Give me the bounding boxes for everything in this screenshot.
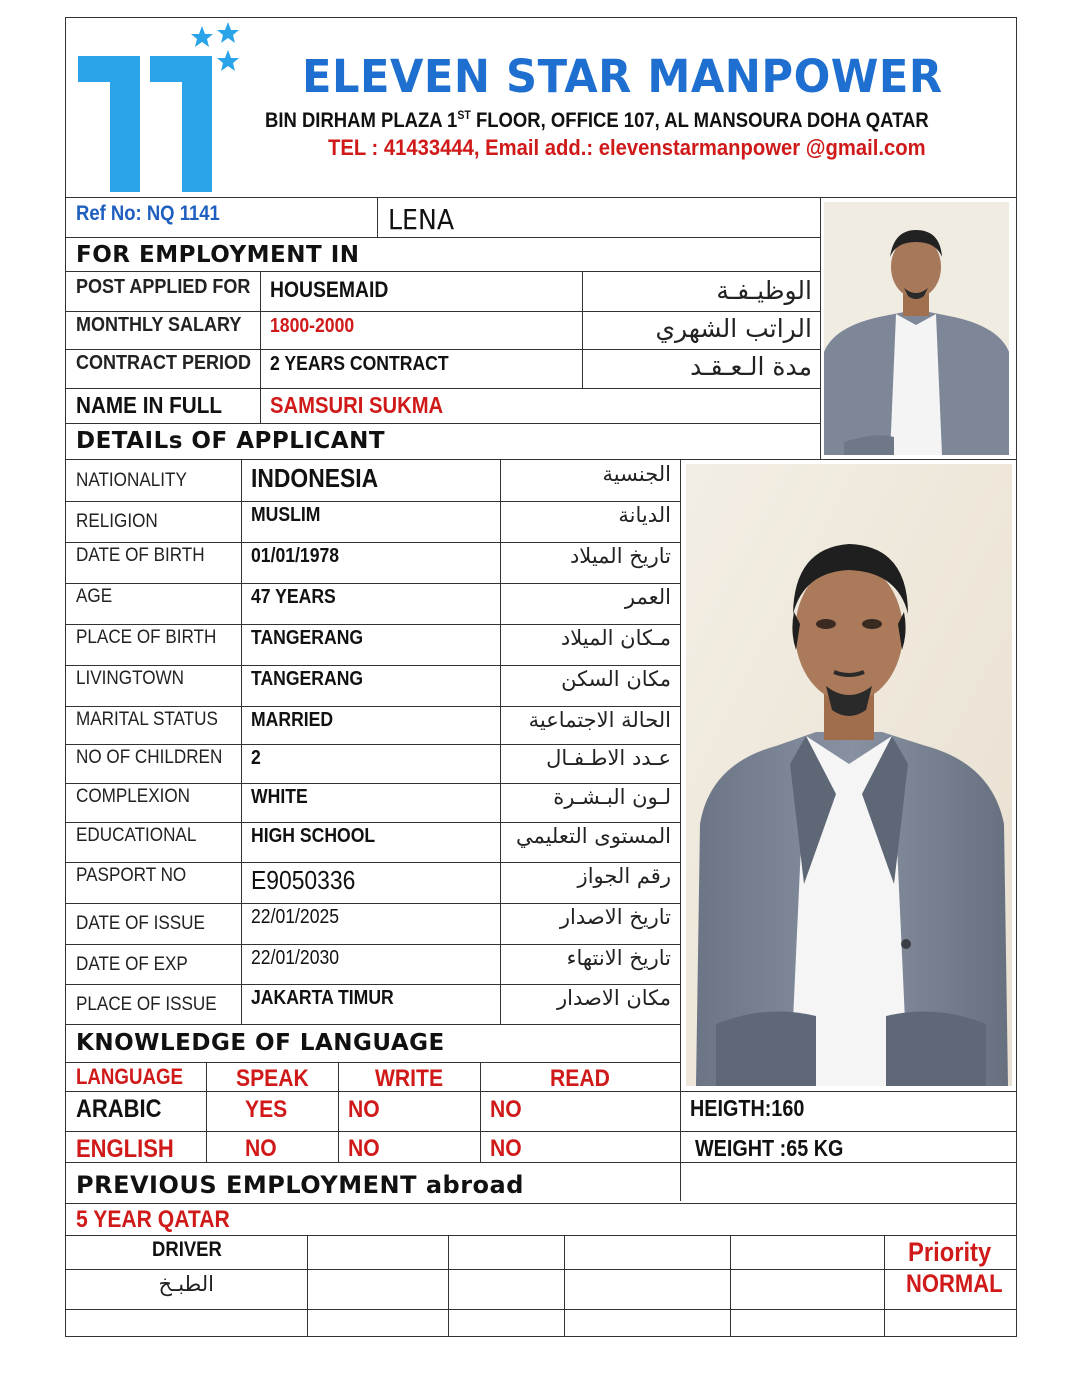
language-heading: KNOWLEDGE OF LANGUAGE bbox=[76, 1030, 445, 1056]
previous-skill: DRIVER bbox=[152, 1238, 222, 1261]
details-arabic: الديانة bbox=[618, 503, 671, 527]
rule bbox=[65, 237, 820, 238]
rule bbox=[1016, 198, 1017, 460]
previous-summary: 5 YEAR QATAR bbox=[76, 1206, 230, 1233]
rule bbox=[241, 460, 242, 1024]
rule bbox=[377, 198, 378, 237]
rule bbox=[65, 501, 680, 502]
language-read: NO bbox=[490, 1135, 522, 1162]
rule bbox=[65, 1162, 1017, 1163]
language-speak: YES bbox=[245, 1096, 288, 1123]
language-name: ENGLISH bbox=[76, 1135, 174, 1163]
details-value: MARRIED bbox=[251, 709, 334, 731]
details-value: TANGERANG bbox=[251, 668, 364, 690]
applicant-photo-small bbox=[824, 202, 1009, 455]
rule bbox=[65, 862, 680, 863]
rule bbox=[65, 1309, 1017, 1310]
read-header: READ bbox=[550, 1065, 610, 1092]
rule bbox=[65, 583, 680, 584]
details-label: DATE OF ISSUE bbox=[76, 913, 205, 934]
details-arabic: مـكان الميلاد bbox=[560, 626, 671, 650]
details-label: PLACE OF BIRTH bbox=[76, 627, 217, 648]
speak-header: SPEAK bbox=[236, 1065, 309, 1092]
height-value: HEIGTH:160 bbox=[690, 1095, 805, 1121]
address-part: FLOOR, OFFICE 107, AL MANSOURA DOHA QATAR bbox=[470, 109, 929, 132]
details-arabic: تاريخ الانتهاء bbox=[566, 946, 671, 970]
employment-heading: FOR EMPLOYMENT IN bbox=[76, 242, 360, 268]
rule bbox=[65, 624, 680, 625]
rule bbox=[65, 423, 820, 424]
rule bbox=[65, 542, 680, 543]
language-header: LANGUAGE bbox=[76, 1064, 184, 1089]
details-arabic: تاريخ الاصدار bbox=[559, 905, 671, 929]
priority-label: Priority bbox=[908, 1237, 992, 1267]
post-applied-value: HOUSEMAID bbox=[270, 277, 389, 302]
rule bbox=[307, 1236, 308, 1336]
employment-arabic: مدة الـعـقـد bbox=[690, 352, 812, 381]
employment-arabic: الوظيـفـة bbox=[716, 276, 812, 305]
contract-period-value: 2 YEARS CONTRACT bbox=[270, 353, 449, 375]
details-label: PASPORT NO bbox=[76, 865, 187, 886]
details-value: 01/01/1978 bbox=[251, 545, 340, 567]
language-speak: NO bbox=[245, 1135, 277, 1162]
details-label: DATE OF EXP bbox=[76, 954, 188, 975]
rule bbox=[338, 1063, 339, 1162]
employment-label: POST APPLIED FOR bbox=[76, 276, 251, 298]
rule bbox=[65, 1235, 1017, 1236]
details-label: NATIONALITY bbox=[76, 470, 187, 491]
rule bbox=[65, 459, 1017, 460]
rule bbox=[500, 460, 501, 1024]
details-value: WHITE bbox=[251, 786, 308, 808]
details-label: MARITAL STATUS bbox=[76, 709, 218, 730]
employment-arabic: الراتب الشهري bbox=[655, 314, 812, 343]
rule bbox=[582, 272, 583, 389]
ref-number: Ref No: NQ 1141 bbox=[76, 202, 220, 225]
language-write: NO bbox=[348, 1135, 380, 1162]
details-value: JAKARTA TIMUR bbox=[251, 987, 394, 1009]
details-value: 22/01/2030 bbox=[251, 947, 340, 969]
rule bbox=[564, 1236, 565, 1336]
rule bbox=[65, 311, 820, 312]
language-write: NO bbox=[348, 1096, 380, 1123]
name-label: NAME IN FULL bbox=[76, 392, 223, 418]
monthly-salary-value: 1800-2000 bbox=[270, 315, 355, 337]
agent-name: LENA bbox=[388, 203, 455, 236]
language-name: ARABIC bbox=[76, 1095, 162, 1123]
rule bbox=[206, 1063, 207, 1162]
company-name: ELEVEN STAR MANPOWER bbox=[302, 50, 943, 103]
full-name-value: SAMSURI SUKMA bbox=[270, 392, 444, 418]
rule bbox=[65, 1131, 1017, 1132]
details-arabic: عـدد الاطـفـال bbox=[546, 746, 671, 770]
company-logo bbox=[74, 20, 244, 198]
details-arabic: مكان السكن bbox=[561, 667, 671, 691]
address-part: BIN DIRHAM PLAZA 1 bbox=[265, 109, 458, 132]
previous-skill-arabic: الطبـخ bbox=[158, 1272, 214, 1296]
rule bbox=[448, 1236, 449, 1336]
rule bbox=[65, 665, 680, 666]
rule bbox=[65, 1091, 1017, 1092]
details-arabic: رقم الجواز bbox=[577, 864, 671, 888]
rule bbox=[65, 388, 820, 389]
details-label: COMPLEXION bbox=[76, 786, 191, 807]
company-contact: TEL : 41433444, Email add.: elevenstarmanpower @gmail.com bbox=[328, 135, 926, 160]
rule bbox=[884, 1236, 885, 1336]
details-arabic: مكان الاصدار bbox=[557, 986, 671, 1010]
details-value: E9050336 bbox=[251, 865, 356, 895]
applicant-photo-large bbox=[686, 464, 1012, 1086]
rule bbox=[260, 272, 261, 423]
write-header: WRITE bbox=[375, 1065, 444, 1092]
details-arabic: العمر bbox=[624, 585, 671, 609]
rule bbox=[65, 1269, 1017, 1270]
priority-value: NORMAL bbox=[906, 1270, 1003, 1298]
rule bbox=[65, 1203, 1017, 1204]
details-value: TANGERANG bbox=[251, 627, 364, 649]
details-arabic: لـون البـشـرة bbox=[553, 785, 671, 809]
rule bbox=[480, 1063, 481, 1162]
details-arabic: الحالة الاجتماعية bbox=[528, 708, 671, 732]
employment-label: MONTHLY SALARY bbox=[76, 314, 242, 336]
rule bbox=[820, 198, 821, 460]
details-label: LIVINGTOWN bbox=[76, 668, 184, 689]
weight-value: WEIGHT :65 KG bbox=[695, 1135, 844, 1161]
details-value: HIGH SCHOOL bbox=[251, 825, 376, 847]
rule bbox=[65, 1024, 680, 1025]
details-label: RELIGION bbox=[76, 511, 158, 532]
rule bbox=[65, 903, 680, 904]
details-value: INDONESIA bbox=[251, 463, 379, 493]
rule bbox=[65, 706, 680, 707]
address-superscript: ST bbox=[457, 108, 471, 122]
details-label: NO OF CHILDREN bbox=[76, 747, 223, 768]
details-value: 47 YEARS bbox=[251, 586, 336, 608]
rule bbox=[65, 1062, 680, 1063]
rule bbox=[65, 197, 1017, 198]
details-label: PLACE OF ISSUE bbox=[76, 994, 217, 1015]
details-heading: DETAILs OF APPLICANT bbox=[76, 428, 386, 454]
language-read: NO bbox=[490, 1096, 522, 1123]
rule bbox=[65, 783, 680, 784]
rule bbox=[680, 460, 681, 1201]
rule bbox=[65, 822, 680, 823]
details-label: DATE OF BIRTH bbox=[76, 545, 205, 566]
details-arabic: الجنسية bbox=[602, 462, 671, 486]
rule bbox=[65, 349, 820, 350]
rule bbox=[730, 1236, 731, 1336]
details-arabic: تاريخ الميلاد bbox=[569, 544, 671, 568]
details-value: 2 bbox=[251, 747, 261, 769]
details-label: EDUCATIONAL bbox=[76, 825, 197, 846]
previous-heading: PREVIOUS EMPLOYMENT abroad bbox=[76, 1171, 524, 1199]
employment-label: CONTRACT PERIOD bbox=[76, 352, 252, 374]
rule bbox=[65, 984, 680, 985]
rule bbox=[65, 744, 680, 745]
company-address bbox=[265, 108, 929, 133]
details-label: AGE bbox=[76, 586, 113, 607]
details-arabic: المستوى التعليمي bbox=[515, 824, 671, 848]
rule bbox=[65, 271, 820, 272]
rule bbox=[65, 944, 680, 945]
details-value: MUSLIM bbox=[251, 504, 321, 526]
details-value: 22/01/2025 bbox=[251, 906, 340, 928]
